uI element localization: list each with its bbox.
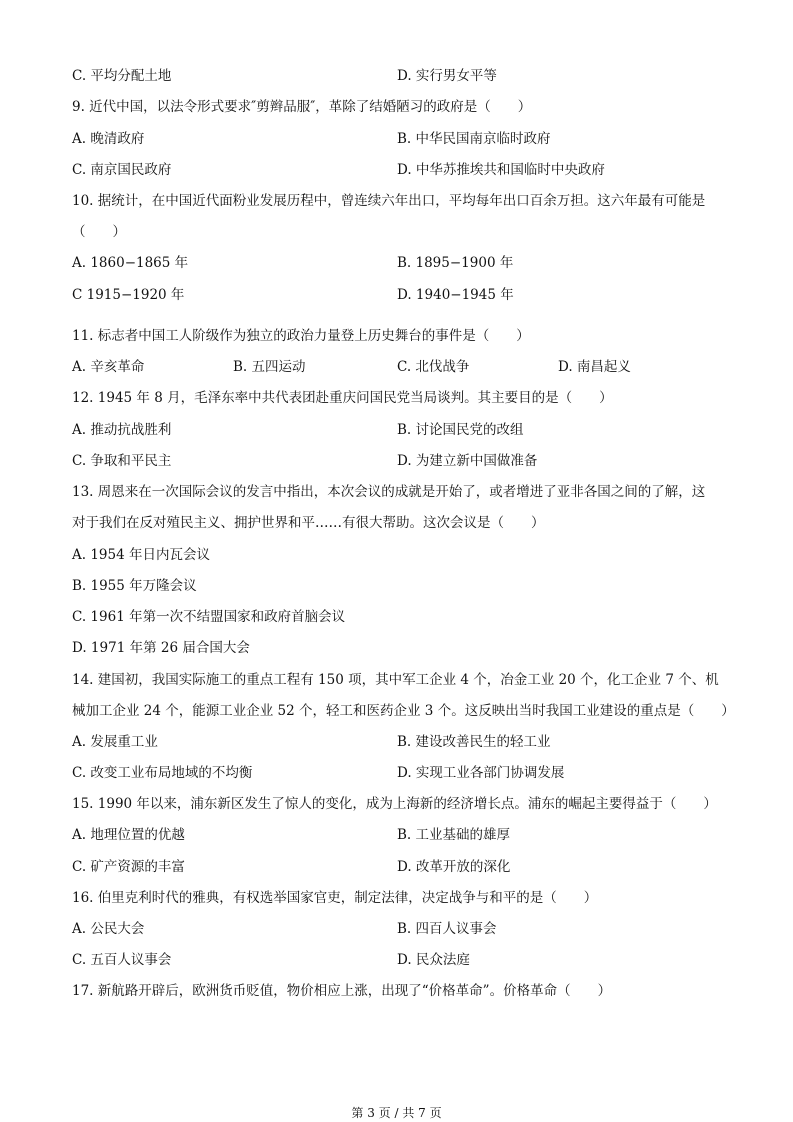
question-12-stem: 12. 1945 年 8 月，毛泽东率中共代表团赴重庆问国民党当局谈判。其主要目的是（ ） (72, 390, 613, 406)
option-16-d: D. 民众法庭 (397, 952, 470, 968)
option-11-c: C. 北伐战争 (397, 359, 470, 375)
question-14-stem-cont: 械加工企业 24 个，能源工业企业 52 个，轻工和医药企业 3 个。这反映出当时我国工业建设的重点是（ ） (72, 703, 735, 719)
question-9-stem: 9. 近代中国，以法令形式要求″剪辫品服″，革除了结婚陋习的政府是（ ） (72, 99, 532, 115)
option-15-c: C. 矿产资源的丰富 (72, 859, 185, 875)
option-16-a: A. 公民大会 (72, 921, 145, 937)
question-17-stem: 17. 新航路开辟后，欧洲货币贬值，物价相应上涨，出现了“价格革命”。价格革命（ ） (72, 983, 612, 999)
option-10-a: A. 1860−1865 年 (72, 255, 189, 271)
option-13-c: C. 1961 年第一次不结盟国家和政府首脑会议 (72, 609, 346, 625)
option-11-a: A. 辛亥革命 (72, 359, 145, 375)
option-14-c: C. 改变工业布局地域的不均衡 (72, 765, 253, 781)
page-footer: 第 3 页 / 共 7 页 (351, 1106, 442, 1120)
question-16-stem: 16. 伯里克利时代的雅典，有权选举国家官吏，制定法律，决定战争与和平的是（ ） (72, 890, 598, 906)
question-15-stem: 15. 1990 年以来，浦东新区发生了惊人的变化，成为上海新的经济增长点。浦东的崛起主要得益于（ ） (72, 796, 717, 812)
option-12-d: D. 为建立新中国做准备 (397, 453, 538, 469)
option-12-a: A. 推动抗战胜利 (72, 422, 172, 438)
option-15-d: D. 改革开放的深化 (397, 859, 511, 875)
question-13-stem: 13. 周恩来在一次国际会议的发言中指出，本次会议的成就是开始了，或者增进了亚非各国之间的了解，这 (72, 484, 706, 500)
option-9-a: A. 晚清政府 (72, 131, 145, 147)
question-10-stem-cont: （ ） (72, 224, 126, 240)
option-14-d: D. 实现工业各部门协调发展 (397, 765, 565, 781)
question-10-stem: 10. 据统计，在中国近代面粉业发展历程中，曾连续六年出口，平均每年出口百余万担。这六年最有可能是 (72, 193, 706, 209)
option-8-c: C. 平均分配土地 (72, 68, 172, 84)
option-11-b: B. 五四运动 (233, 359, 306, 375)
option-12-c: C. 争取和平民主 (72, 453, 172, 469)
option-15-a: A. 地理位置的优越 (72, 827, 185, 843)
option-8-d: D. 实行男女平等 (397, 68, 497, 84)
option-9-b: B. 中华民国南京临时政府 (397, 131, 551, 147)
option-10-d: D. 1940−1945 年 (397, 287, 514, 303)
option-10-c: C 1915−1920 年 (72, 287, 185, 303)
option-16-b: B. 四百人议事会 (397, 921, 497, 937)
option-14-a: A. 发展重工业 (72, 734, 158, 750)
option-9-c: C. 南京国民政府 (72, 162, 172, 178)
option-9-d: D. 中华苏推埃共和国临时中央政府 (397, 162, 605, 178)
question-13-stem-cont: 对于我们在反对殖民主义、拥护世界和平……有很大帮助。这次会议是（ ） (72, 515, 545, 531)
option-11-d: D. 南昌起义 (558, 359, 631, 375)
question-11-stem: 11. 标志者中国工人阶级作为独立的政治力量登上历史舞台的事件是（ ） (72, 328, 530, 344)
option-13-d: D. 1971 年第 26 届合国大会 (72, 640, 250, 656)
option-13-b: B. 1955 年万隆会议 (72, 578, 197, 594)
option-14-b: B. 建设改善民生的轻工业 (397, 734, 551, 750)
question-14-stem: 14. 建国初，我国实际施工的重点工程有 150 项，其中军工企业 4 个，冶金工业 20 个，化工企业 7 个、机 (72, 672, 719, 688)
option-13-a: A. 1954 年日内瓦会议 (72, 547, 210, 563)
option-15-b: B. 工业基础的雄厚 (397, 827, 511, 843)
option-10-b: B. 1895−1900 年 (397, 255, 514, 271)
option-12-b: B. 讨论国民党的改组 (397, 422, 524, 438)
option-16-c: C. 五百人议事会 (72, 952, 172, 968)
